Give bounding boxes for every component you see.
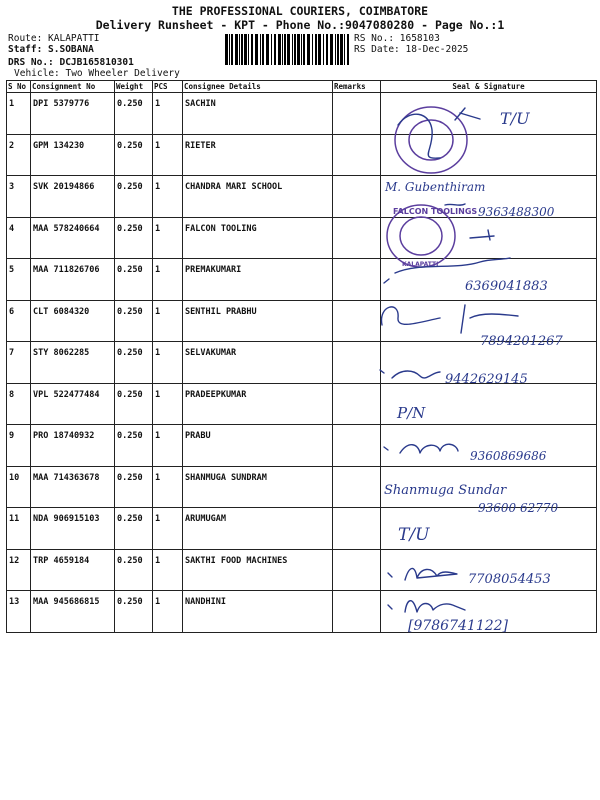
svg-text:FALCON TOOLINGS: FALCON TOOLINGS xyxy=(393,207,478,216)
cell-pcs: 1 xyxy=(153,217,183,259)
rs-date: RS Date: 18-Dec-2025 xyxy=(354,44,469,55)
cell-pcs: 1 xyxy=(153,342,183,384)
cell-weight: 0.250 xyxy=(115,549,153,591)
cell-signature xyxy=(381,508,597,550)
cell-consignee: RIETER xyxy=(183,134,333,176)
cell-weight: 0.250 xyxy=(115,134,153,176)
cell-consignment: NDA 906915103 xyxy=(31,508,115,550)
table-header-row xyxy=(7,81,597,93)
cell-weight: 0.250 xyxy=(115,342,153,384)
cell-signature xyxy=(381,259,597,301)
cell-signature xyxy=(381,591,597,633)
table-row xyxy=(7,383,597,425)
cell-sno: 1 xyxy=(7,93,31,135)
table-row xyxy=(7,342,597,384)
col-consignee-header: Consignee Details xyxy=(183,81,333,93)
cell-pcs: 1 xyxy=(153,134,183,176)
cell-remarks xyxy=(333,425,381,467)
cell-consignment: DPI 5379776 xyxy=(31,93,115,135)
cell-consignment: MAA 714363678 xyxy=(31,466,115,508)
cell-sno: 5 xyxy=(7,259,31,301)
table-row xyxy=(7,176,597,218)
cell-remarks xyxy=(333,217,381,259)
col-signature-header: Seal & Signature xyxy=(381,81,597,93)
handwritten-row8: P/N xyxy=(397,404,426,422)
table-row xyxy=(7,466,597,508)
cell-pcs: 1 xyxy=(153,383,183,425)
table-row xyxy=(7,300,597,342)
handwritten-row4: 9363488300 xyxy=(478,205,555,219)
cell-consignee: SENTHIL PRABHU xyxy=(183,300,333,342)
table-row xyxy=(7,549,597,591)
runsheet-subtitle: Delivery Runsheet - KPT - Phone No.:9047080280 - Page No.:1 xyxy=(95,18,505,32)
cell-weight: 0.250 xyxy=(115,508,153,550)
cell-remarks xyxy=(333,383,381,425)
cell-weight: 0.250 xyxy=(115,93,153,135)
cell-consignment: STY 8062285 xyxy=(31,342,115,384)
cell-consignment: TRP 4659184 xyxy=(31,549,115,591)
col-consignment-header: Consignment No xyxy=(31,81,115,93)
handwritten-row11: T/U xyxy=(398,525,430,545)
cell-weight: 0.250 xyxy=(115,466,153,508)
company-title: THE PROFESSIONAL COURIERS, COIMBATORE xyxy=(171,4,429,18)
cell-pcs: 1 xyxy=(153,300,183,342)
cell-consignee: FALCON TOOLING xyxy=(183,217,333,259)
cell-remarks xyxy=(333,466,381,508)
col-remarks-header: Remarks xyxy=(333,81,381,93)
table-row xyxy=(7,508,597,550)
cell-consignment: PRO 18740932 xyxy=(31,425,115,467)
cell-signature xyxy=(381,549,597,591)
cell-weight: 0.250 xyxy=(115,425,153,467)
cell-pcs: 1 xyxy=(153,466,183,508)
cell-signature xyxy=(381,134,597,176)
cell-consignment: MAA 578240664 xyxy=(31,217,115,259)
cell-sno: 6 xyxy=(7,300,31,342)
cell-pcs: 1 xyxy=(153,591,183,633)
cell-signature xyxy=(381,466,597,508)
cell-weight: 0.250 xyxy=(115,383,153,425)
cell-consignment: CLT 6084320 xyxy=(31,300,115,342)
vehicle-label: Vehicle: Two Wheeler Delivery xyxy=(14,68,180,79)
table-row xyxy=(7,591,597,633)
cell-consignment: GPM 134230 xyxy=(31,134,115,176)
col-sno-header: S No xyxy=(7,81,31,93)
cell-pcs: 1 xyxy=(153,508,183,550)
col-pcs-header: PCS xyxy=(153,81,183,93)
cell-consignment: MAA 945686815 xyxy=(31,591,115,633)
col-weight-header: Weight xyxy=(115,81,153,93)
cell-consignment: MAA 711826706 xyxy=(31,259,115,301)
cell-signature xyxy=(381,217,597,259)
cell-pcs: 1 xyxy=(153,549,183,591)
cell-sno: 2 xyxy=(7,134,31,176)
cell-remarks xyxy=(333,300,381,342)
barcode-image xyxy=(225,34,352,65)
cell-weight: 0.250 xyxy=(115,217,153,259)
cell-remarks xyxy=(333,549,381,591)
table-row xyxy=(7,134,597,176)
cell-consignee: SHANMUGA SUNDRAM xyxy=(183,466,333,508)
cell-sno: 10 xyxy=(7,466,31,508)
cell-signature xyxy=(381,176,597,218)
cell-sno: 4 xyxy=(7,217,31,259)
cell-consignment: VPL 522477484 xyxy=(31,383,115,425)
cell-weight: 0.250 xyxy=(115,176,153,218)
cell-weight: 0.250 xyxy=(115,300,153,342)
cell-remarks xyxy=(333,259,381,301)
handwritten-row7: 9442629145 xyxy=(445,372,528,387)
rs-number: RS No.: 1658103 xyxy=(354,33,440,44)
cell-signature xyxy=(381,93,597,135)
cell-weight: 0.250 xyxy=(115,591,153,633)
cell-pcs: 1 xyxy=(153,176,183,218)
handwritten-row6: 7894201267 xyxy=(480,334,563,349)
drs-number: DRS No.: DCJB165810301 xyxy=(8,57,134,68)
cell-sno: 8 xyxy=(7,383,31,425)
cell-sno: 7 xyxy=(7,342,31,384)
cell-consignee: SACHIN xyxy=(183,93,333,135)
cell-pcs: 1 xyxy=(153,425,183,467)
cell-remarks xyxy=(333,591,381,633)
table-row xyxy=(7,217,597,259)
cell-remarks xyxy=(333,93,381,135)
cell-sno: 3 xyxy=(7,176,31,218)
cell-remarks xyxy=(333,508,381,550)
cell-consignee: PRABU xyxy=(183,425,333,467)
cell-consignee: CHANDRA MARI SCHOOL xyxy=(183,176,333,218)
route-label: Route: KALAPATTI xyxy=(8,33,100,44)
cell-signature xyxy=(381,425,597,467)
cell-consignee: PREMAKUMARI xyxy=(183,259,333,301)
handwritten-row10-phone: 93600 62770 xyxy=(478,501,559,515)
cell-remarks xyxy=(333,176,381,218)
cell-consignee: SAKTHI FOOD MACHINES xyxy=(183,549,333,591)
staff-label: Staff: S.SOBANA xyxy=(8,44,94,55)
cell-signature xyxy=(381,383,597,425)
cell-consignee: ARUMUGAM xyxy=(183,508,333,550)
cell-sno: 11 xyxy=(7,508,31,550)
cell-weight: 0.250 xyxy=(115,259,153,301)
handwritten-row3: M. Gubenthiram xyxy=(385,180,486,194)
table-row xyxy=(7,93,597,135)
table-row xyxy=(7,425,597,467)
cell-remarks xyxy=(333,134,381,176)
cell-sno: 13 xyxy=(7,591,31,633)
cell-sno: 9 xyxy=(7,425,31,467)
svg-text:KALAPATTI: KALAPATTI xyxy=(402,261,439,268)
cell-consignment: SVK 20194866 xyxy=(31,176,115,218)
cell-pcs: 1 xyxy=(153,93,183,135)
runsheet-table xyxy=(6,80,597,633)
cell-consignee: SELVAKUMAR xyxy=(183,342,333,384)
handwritten-row12: 7708054453 xyxy=(468,572,551,587)
handwritten-row13: [9786741122] xyxy=(408,618,508,634)
table-row xyxy=(7,259,597,301)
cell-sno: 12 xyxy=(7,549,31,591)
cell-pcs: 1 xyxy=(153,259,183,301)
handwritten-row9: 9360869686 xyxy=(470,449,547,463)
cell-signature xyxy=(381,300,597,342)
cell-consignee: NANDHINI xyxy=(183,591,333,633)
cell-signature xyxy=(381,342,597,384)
cell-consignee: PRADEEPKUMAR xyxy=(183,383,333,425)
cell-remarks xyxy=(333,342,381,384)
handwritten-row10-name: Shanmuga Sundar xyxy=(384,483,507,498)
handwritten-row1: T/U xyxy=(500,109,530,128)
handwritten-row5: 6369041883 xyxy=(465,279,548,294)
